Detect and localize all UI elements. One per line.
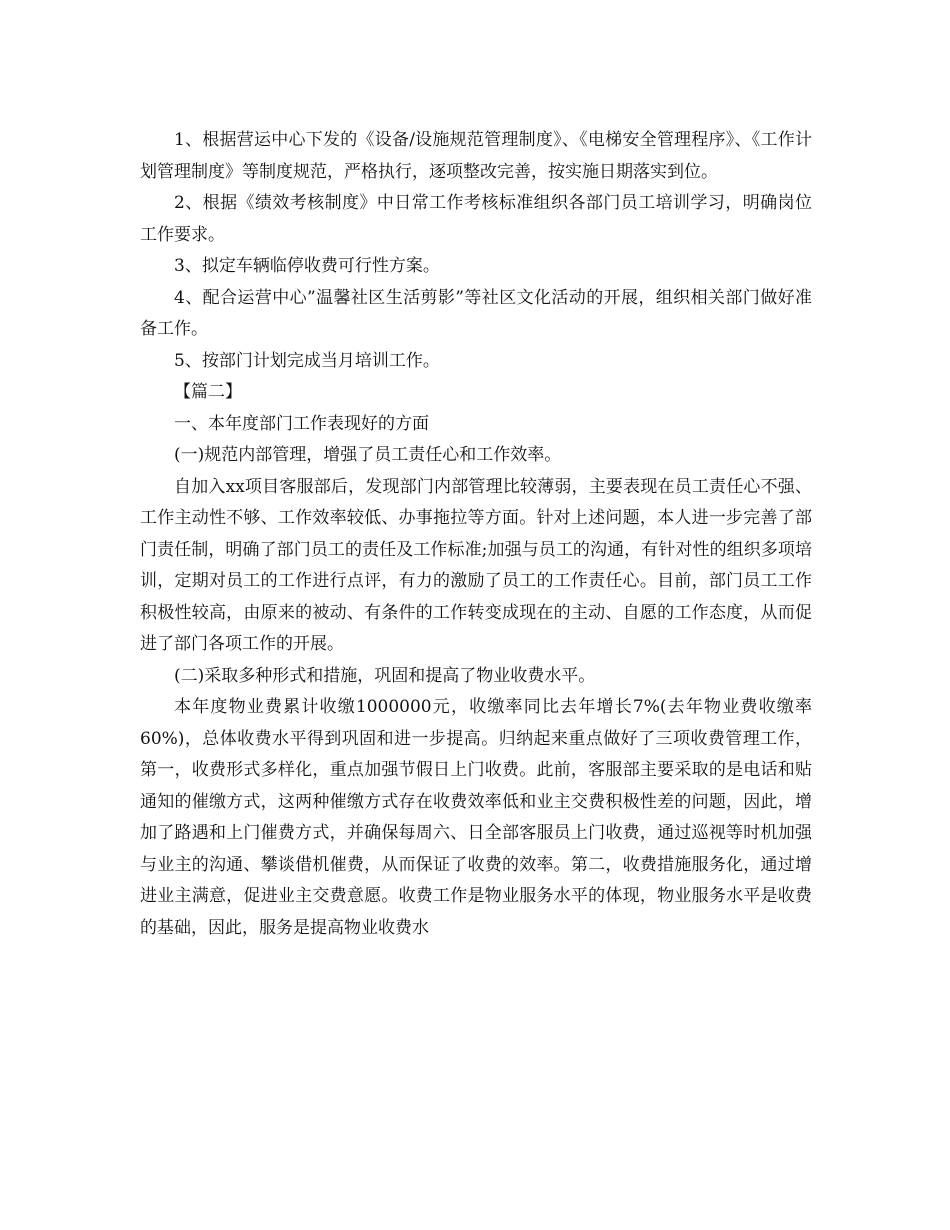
subsection-heading-internal-management: (一)规范内部管理，增强了员工责任心和工作效率。 <box>174 445 562 465</box>
document-body <box>140 125 812 944</box>
paragraph-item-1: 1、根据营运中心下发的《设备/设施规范管理制度》、《电梯安全管理程序》、《工作计划管理制度》等制度规范，严格执行，逐项整改完善，按实施日期落实到位。 <box>140 130 812 182</box>
paragraph-item-2: 2、根据《绩效考核制度》中日常工作考核标准组织各部门员工培训学习，明确岗位工作要求。 <box>140 193 812 245</box>
paragraph-internal-management: 自加入xx项目客服部后，发现部门内部管理比较薄弱，主要表现在员工责任心不强、工作主动性不够、工作效率较低、办事拖拉等方面。针对上述问题，本人进一步完善了部门责任制，明确了部门员工的责任及工作标准;加强与员工的沟通，有针对性的组织多项培训，定期对员工的工作进行点评，有力的激励了员工的工作责任心。目前，部门员工工作积极性较高，由原来的被动、有条件的工作转变成现在的主动、自愿的工作态度，从而促进了部门各项工作的开展。 <box>140 476 812 654</box>
paragraph-item-3: 3、拟定车辆临停收费可行性方案。 <box>174 256 440 276</box>
paragraph-item-4: 4、配合运营中心”温馨社区生活剪影”等社区文化活动的开展，组织相关部门做好准备工作。 <box>140 287 812 339</box>
paragraph-fee-collection: 本年度物业费累计收缴1000000元，收缴率同比去年增长7%(去年物业费收缴率60%)，总体收费水平得到巩固和进一步提高。归纳起来重点做好了三项收费管理工作，第一，收费形式多样化，重点加强节假日上门收费。此前，客服部主要采取的是电话和贴通知的催缴方式，这两种催缴方式存在收费效率低和业主交费积极性差的问题，因此，增加了路遇和上门催费方式，并确保每周六、日全部客服员上门收费，通过巡视等时机加强与业主的沟通、攀谈借机催费，从而保证了收费的效率。第二，收费措施服务化，通过增进业主满意，促进业主交费意愿。收费工作是物业服务水平的体现，物业服务水平是收费的基础，因此，服务是提高物业收费水 <box>140 697 812 938</box>
section-heading-good-aspects: 一、本年度部门工作表现好的方面 <box>174 413 429 434</box>
section-title-part-two: 【篇二】 <box>174 382 242 402</box>
subsection-heading-fee-collection: (二)采取多种形式和措施，巩固和提高了物业收费水平。 <box>174 665 596 686</box>
paragraph-item-5: 5、按部门计划完成当月培训工作。 <box>174 350 440 371</box>
